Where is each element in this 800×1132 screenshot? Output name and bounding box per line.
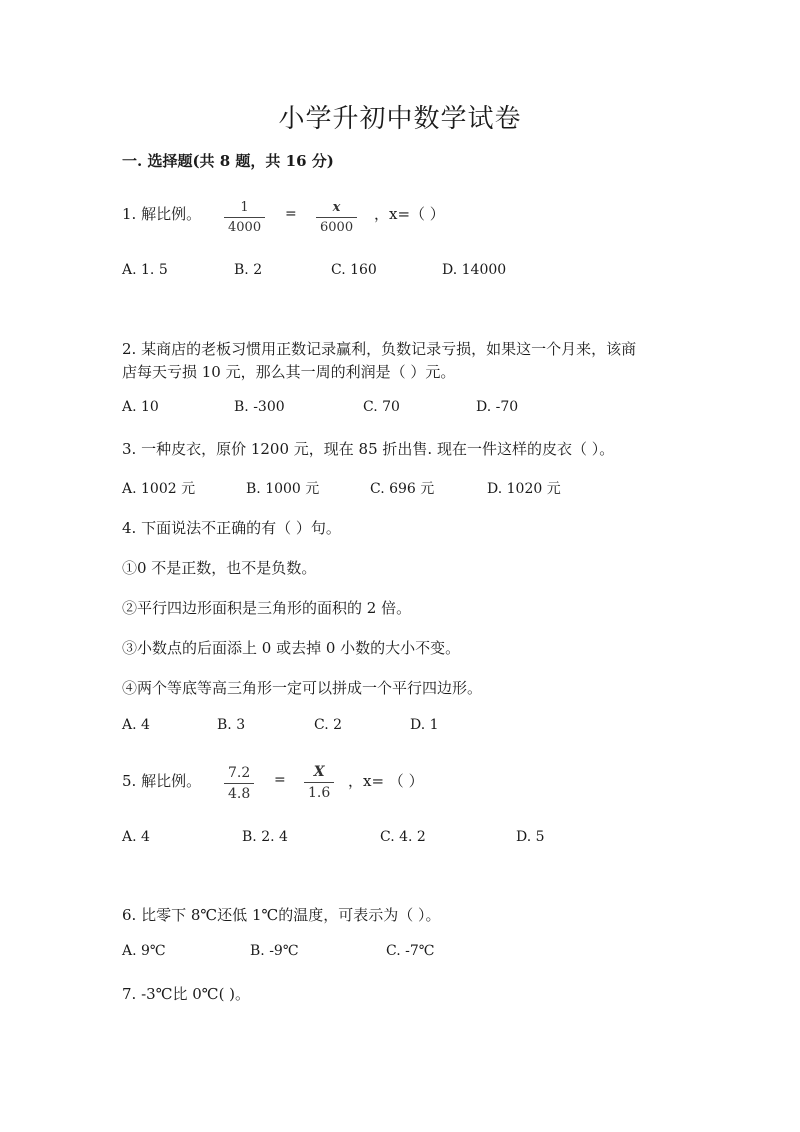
question-5-fraction-right: [304, 764, 334, 801]
question-4-text: 4. 下面说法不正确的有（ ）句。: [122, 519, 341, 537]
option-d: D. 5: [516, 829, 545, 845]
question-5-prefix: 5. 解比例。: [122, 772, 202, 790]
question-5-fraction-left: [224, 765, 254, 802]
option-d: D. -70: [476, 399, 519, 415]
question-5-suffix: ，x= （ ）: [348, 772, 424, 790]
option-b: B. -300: [234, 399, 285, 415]
option-c: C. -7℃: [386, 943, 435, 959]
question-7-text: 7. -3℃比 0℃( )。: [122, 985, 251, 1003]
option-d: D. 1020 元: [487, 481, 561, 497]
option-b: B. 1000 元: [246, 481, 320, 497]
fraction-denominator: 4000: [224, 217, 265, 235]
statement-3: ③小数点的后面添上 0 或去掉 0 小数的大小不变。: [122, 639, 461, 657]
option-c: C. 696 元: [370, 481, 435, 497]
fraction-numerator: x: [332, 200, 341, 215]
fraction-denominator: 4.8: [224, 783, 254, 802]
option-a: A. 4: [122, 717, 150, 733]
option-c: C. 70: [363, 399, 400, 415]
option-a: A. 1002 元: [122, 481, 196, 497]
option-b: B. 2: [234, 262, 263, 278]
fraction-numerator: X: [313, 764, 325, 780]
statement-2: ②平行四边形面积是三角形的面积的 2 倍。: [122, 599, 412, 617]
question-2-line-1: 2. 某商店的老板习惯用正数记录赢利，负数记录亏损，如果这一个月来，该商: [122, 340, 637, 358]
page-title: 小学升初中数学试卷: [278, 104, 522, 134]
question-1-fraction-right: [316, 200, 357, 235]
equals-sign: =: [274, 772, 286, 788]
question-1-fraction-left: [224, 200, 265, 235]
option-c: C. 160: [331, 262, 377, 278]
question-2-line-2: 店每天亏损 10 元，那么其一周的利润是（ ）元。: [122, 363, 456, 381]
option-d: D. 14000: [442, 262, 507, 278]
option-b: B. 2. 4: [242, 829, 288, 845]
option-d: D. 1: [410, 717, 439, 733]
statement-1: ①0 不是正数，也不是负数。: [122, 559, 317, 577]
statement-4: ④两个等底等高三角形一定可以拼成一个平行四边形。: [122, 679, 483, 697]
fraction-numerator: 7.2: [228, 765, 251, 781]
option-c: C. 2: [314, 717, 343, 733]
option-b: B. 3: [217, 717, 246, 733]
option-b: B. -9℃: [250, 943, 299, 959]
fraction-numerator: 1: [240, 200, 249, 215]
question-6-text: 6. 比零下 8℃还低 1℃的温度，可表示为（ ）。: [122, 906, 441, 924]
equals-sign: =: [285, 206, 297, 222]
option-a: A. 9℃: [122, 943, 166, 959]
fraction-denominator: 1.6: [304, 782, 334, 801]
section-heading: 一. 选择题(共 8 题，共 16 分): [122, 152, 334, 170]
option-a: A. 1. 5: [122, 262, 168, 278]
option-a: A. 10: [122, 399, 159, 415]
option-a: A. 4: [122, 829, 150, 845]
fraction-denominator: 6000: [316, 217, 357, 235]
question-1-suffix: ，x=（ ）: [374, 205, 445, 223]
question-3-text: 3. 一种皮衣，原价 1200 元，现在 85 折出售. 现在一件这样的皮衣（ ）。: [122, 440, 615, 458]
question-1-prefix: 1. 解比例。: [122, 205, 202, 223]
option-c: C. 4. 2: [380, 829, 426, 845]
